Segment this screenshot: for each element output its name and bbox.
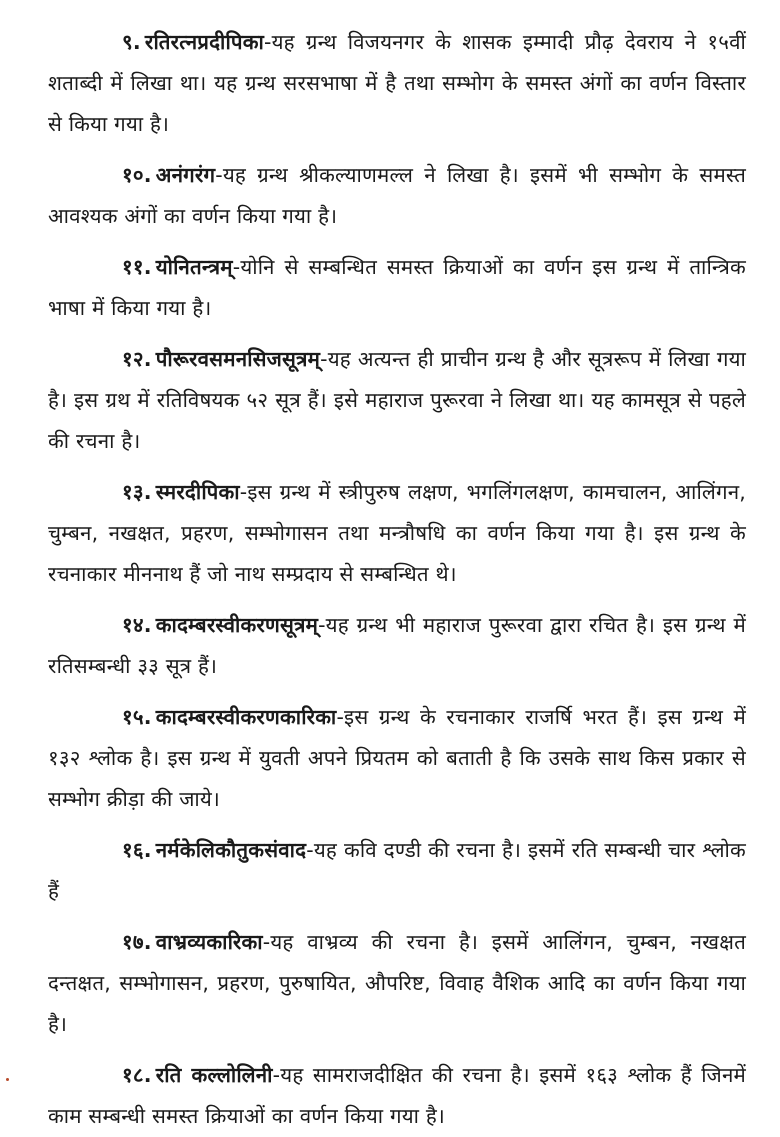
entry-text: -यह कवि दण्डी की रचना है। इसमें रति सम्बन्धी चार श्लोक हैं <box>48 838 746 903</box>
entry-number: ११. <box>122 255 152 279</box>
entry-text: -यह ग्रन्थ भी महाराज पुरूरवा द्वारा रचित है। इस ग्रन्थ में रतिसम्बन्धी ३३ सूत्र हैं। <box>48 613 746 678</box>
entry-text: -यह ग्रन्थ विजयनगर के शासक इम्मादी प्रौढ़ देवराय ने १५वीं शताब्दी में लिखा था। यह ग्रन्थ सरसभाषा में है तथा सम्भोग के समस्त अंगों का वर्णन विस्तार से किया गया है। <box>48 30 746 136</box>
entry-title: स्मरदीपिका <box>155 480 240 504</box>
entry-number: १३. <box>122 480 152 504</box>
entry-number: १६. <box>122 838 152 862</box>
entry-14 <box>48 605 746 687</box>
entry-title: नर्मकेलिकौतुकसंवाद <box>155 838 307 862</box>
entry-text: -यह ग्रन्थ श्रीकल्याणमल्ल ने लिखा है। इसमें भी सम्भोग के समस्त आवश्यक अंगों का वर्णन किया गया है। <box>48 163 746 228</box>
entry-13 <box>48 472 746 595</box>
entry-15 <box>48 697 746 820</box>
entry-number: १२. <box>122 347 152 371</box>
entry-text: -यह वाभ्रव्य की रचना है। इसमें आलिंगन, चुम्बन, नखक्षत दन्तक्षत, सम्भोगासन, प्रहरण, पुरुषायित, औपरिष्ट, विवाह वैशिक आदि का वर्णन किया गया है। <box>48 930 746 1036</box>
entry-number: १८. <box>122 1063 152 1087</box>
entry-title: वाभ्रव्यकारिका <box>155 930 263 954</box>
margin-mark <box>6 1078 9 1081</box>
entry-text: -यह अत्यन्त ही प्राचीन ग्रन्थ है और सूत्ररूप में लिखा गया है। इस ग्रथ में रतिविषयक ५२ सूत्र हैं। इसे महाराज पुरूरवा ने लिखा था। यह कामसूत्र से पहले की रचना है। <box>48 347 746 453</box>
entry-title: योनितन्त्रम् <box>155 255 233 279</box>
entry-10 <box>48 155 746 237</box>
entry-11 <box>48 247 746 329</box>
entry-text: -योनि से सम्बन्धित समस्त क्रियाओं का वर्णन इस ग्रन्थ में तान्त्रिक भाषा में किया गया है। <box>48 255 746 320</box>
entry-9 <box>48 22 746 145</box>
entry-18 <box>48 1055 746 1137</box>
entry-title: कादम्बरस्वीकरणसूत्रम् <box>155 613 319 637</box>
entry-16 <box>48 830 746 912</box>
entry-17 <box>48 922 746 1045</box>
entry-text: -इस ग्रन्थ के रचनाकार राजर्षि भरत हैं। इस ग्रन्थ में १३२ श्लोक है। इस ग्रन्थ में युवती अपने प्रियतम को बताती है कि उसके साथ किस प्रकार से सम्भोग क्रीड़ा की जाये। <box>48 705 746 811</box>
entry-text: -इस ग्रन्थ में स्त्रीपुरुष लक्षण, भगलिंगलक्षण, कामचालन, आलिंगन, चुम्बन, नखक्षत, प्रहरण, सम्भोगासन तथा मन्त्रौषधि का वर्णन किया गया है। इस ग्रन्थ के रचनाकार मीननाथ हैं जो नाथ सम्प्रदाय से सम्बन्धित थे। <box>48 480 746 586</box>
entry-title: रतिरत्नप्रदीपिका <box>144 30 264 54</box>
entry-number: १५. <box>122 705 152 729</box>
entry-12 <box>48 339 746 462</box>
entry-title: पौरूरवसमनसिजसूत्रम् <box>155 347 321 371</box>
entry-title: कादम्बरस्वीकरणकारिका <box>155 705 337 729</box>
entry-number: १०. <box>122 163 152 187</box>
entry-title: रति कल्लोलिनी <box>155 1063 273 1087</box>
entry-number: १७. <box>122 930 152 954</box>
entry-text: -यह सामराजदीक्षित की रचना है। इसमें १६३ श्लोक हैं जिनमें काम सम्बन्धी समस्त क्रियाओं का वर्णन किया गया है। <box>48 1063 746 1128</box>
entry-title: अनंगरंग <box>155 163 216 187</box>
entry-number: ९. <box>122 30 141 54</box>
entry-number: १४. <box>122 613 152 637</box>
